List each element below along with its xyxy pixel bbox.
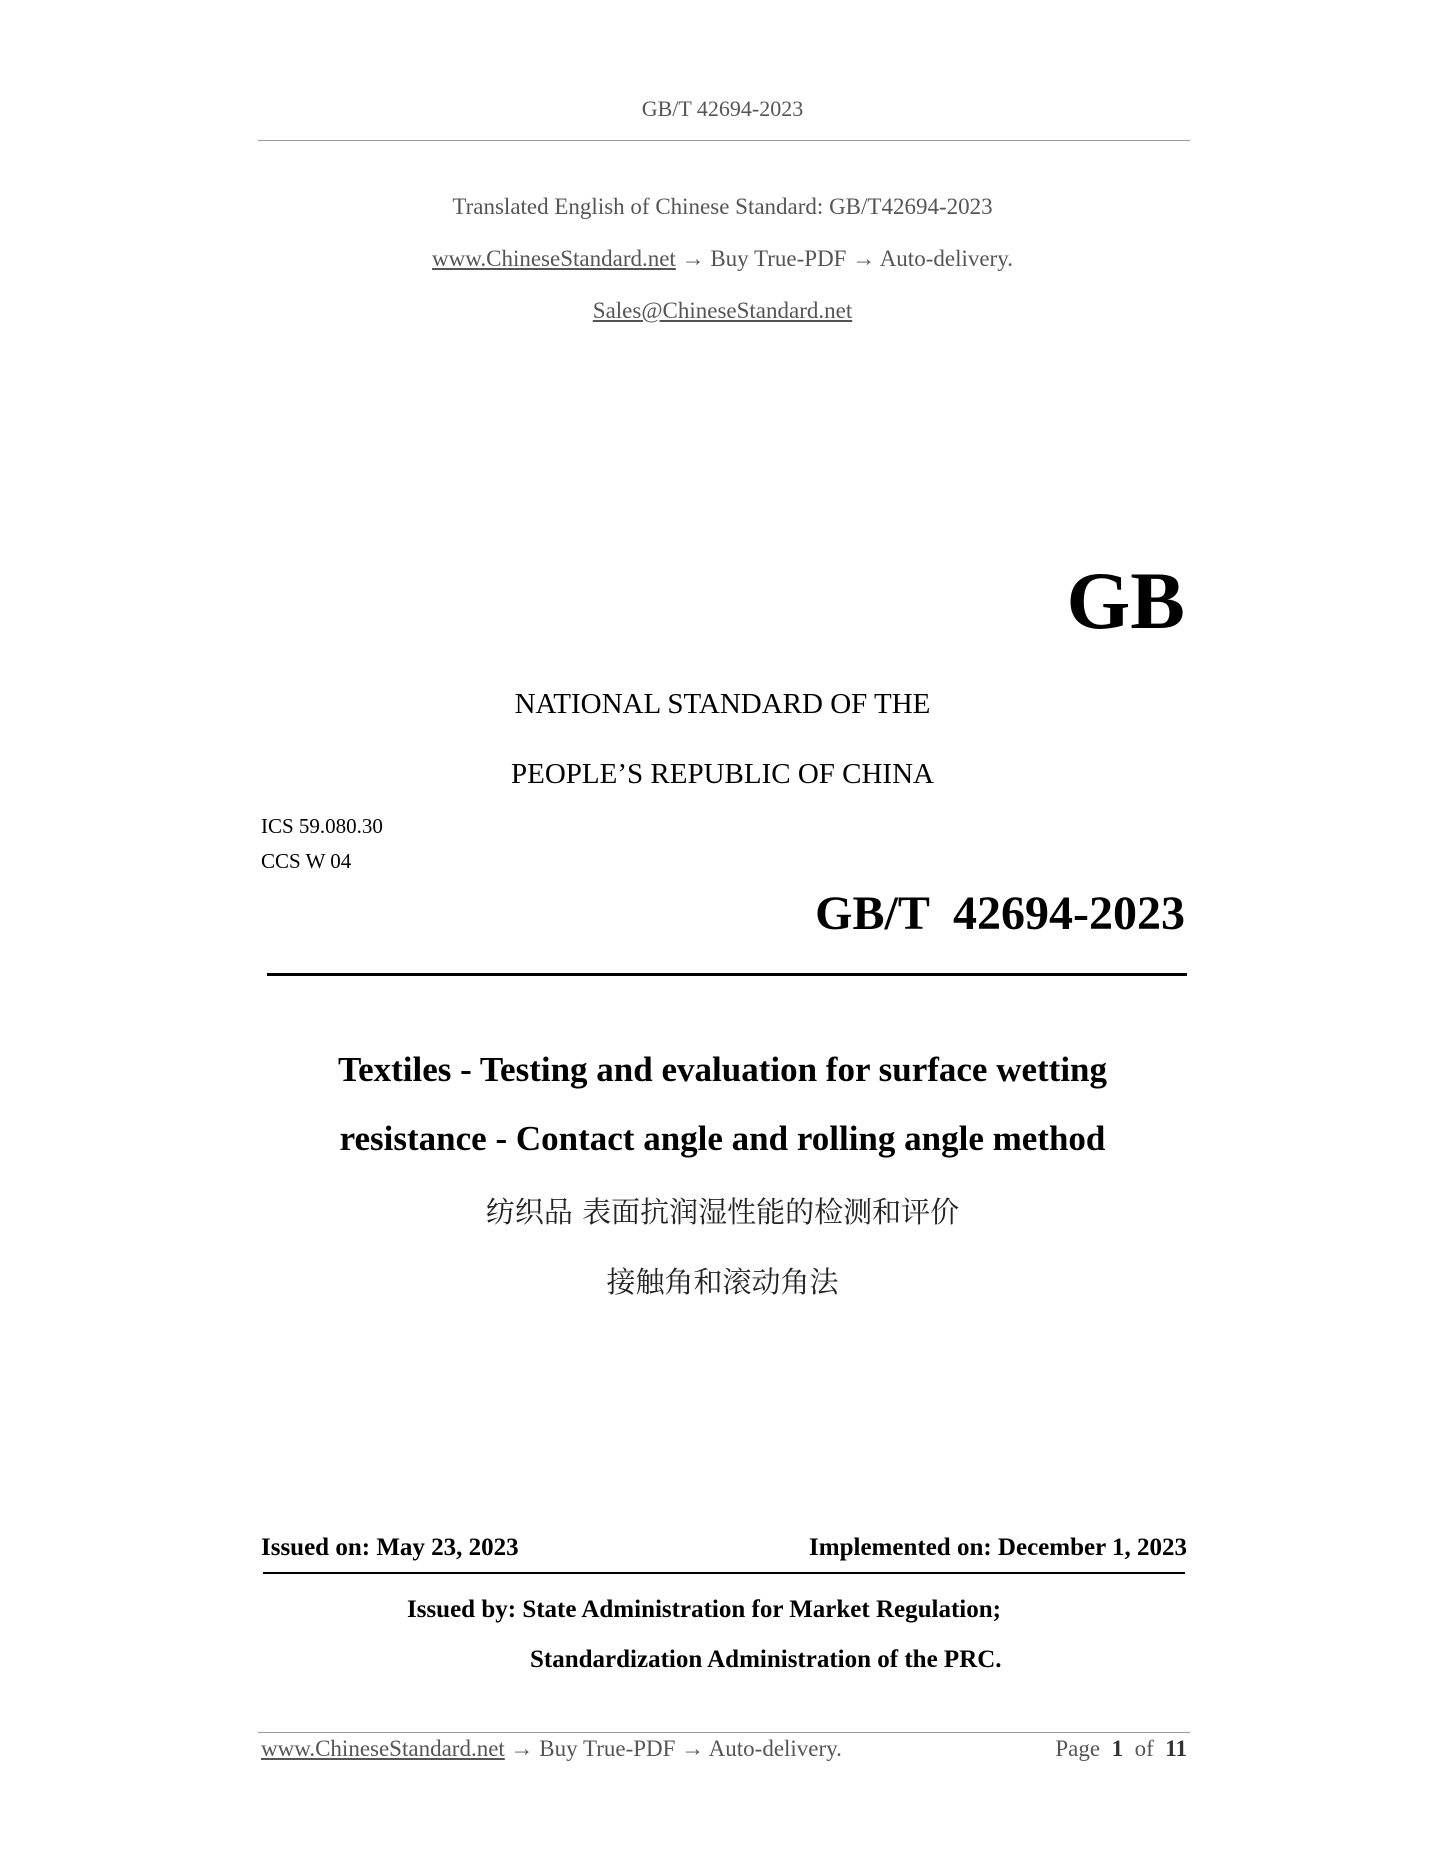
- issued-by-line1: Issued by: State Administration for Market Regulation;: [407, 1596, 1001, 1623]
- footer-divider: [258, 1732, 1190, 1733]
- title-english-line2: resistance - Contact angle and rolling angle method: [339, 1119, 1106, 1158]
- buy-text: → Buy True-PDF → Auto-delivery.: [681, 246, 1013, 271]
- email-link[interactable]: Sales@ChineseStandard.net: [592, 298, 853, 323]
- title-chinese-line1: 纺织品 表面抗润湿性能的检测和评价: [485, 1195, 960, 1229]
- page-of: of: [1134, 1736, 1154, 1761]
- page-indicator: [1055, 1736, 1187, 1762]
- issued-date: Issued on: May 23, 2023: [261, 1534, 519, 1561]
- footer-buy-text: → Buy True-PDF → Auto-delivery.: [510, 1736, 842, 1761]
- site-link[interactable]: www.ChineseStandard.net: [432, 246, 676, 271]
- dates-divider: [263, 1572, 1185, 1574]
- title-english-line1: Textiles - Testing and evaluation for surface wetting: [337, 1050, 1108, 1089]
- ccs-code: CCS W 04: [261, 849, 352, 873]
- national-standard-line1: NATIONAL STANDARD OF THE: [514, 688, 931, 720]
- implemented-date: Implemented on: December 1, 2023: [809, 1534, 1187, 1561]
- running-header: GB/T 42694-2023: [641, 96, 804, 121]
- purchase-notice: [0, 246, 1445, 272]
- standard-number: GB/T 42694-2023: [815, 887, 1185, 940]
- footer-purchase-notice: [261, 1736, 842, 1762]
- ics-code: ICS 59.080.30: [261, 814, 383, 838]
- header-divider: [258, 140, 1190, 141]
- footer-site-link[interactable]: www.ChineseStandard.net: [261, 1736, 505, 1761]
- gb-mark: GB: [1066, 555, 1185, 646]
- translation-notice: Translated English of Chinese Standard: GB/T42694-2023: [452, 194, 993, 219]
- page-total: 11: [1165, 1736, 1187, 1761]
- national-standard-line2: PEOPLE’S REPUBLIC OF CHINA: [511, 758, 934, 790]
- title-chinese-line2: 接触角和滚动角法: [606, 1265, 839, 1299]
- page-label: Page: [1055, 1736, 1101, 1761]
- email-notice: [0, 298, 1445, 324]
- issued-by-line2: Standardization Administration of the PRC.: [530, 1646, 1002, 1673]
- page-current: 1: [1111, 1736, 1124, 1761]
- title-divider: [267, 973, 1187, 976]
